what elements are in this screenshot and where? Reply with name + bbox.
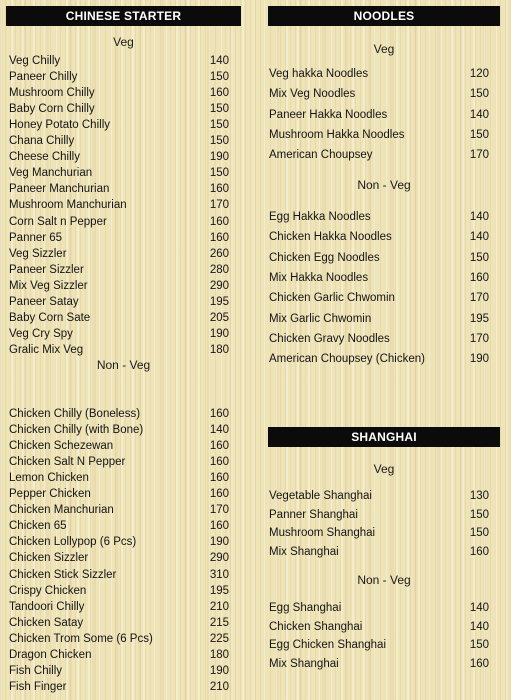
menu-item: [269, 351, 489, 367]
menu-item-name: Mushroom Chilly: [9, 87, 95, 99]
menu-item-price: 215: [209, 617, 229, 629]
shanghai-veg-label: Veg: [373, 462, 395, 476]
menu-item-price: 290: [209, 552, 229, 564]
menu-item-price: 140: [469, 231, 489, 243]
menu-item-name: Veg Chilly: [9, 55, 61, 67]
menu-item: [269, 147, 489, 163]
menu-item: [9, 326, 229, 342]
menu-item: [9, 117, 229, 133]
menu-item: [9, 663, 229, 679]
menu-item-price: 170: [469, 333, 489, 345]
menu-item-price: 190: [469, 353, 489, 365]
menu-item-name: Crispy Chicken: [9, 585, 87, 597]
menu-item-price: 280: [209, 264, 229, 276]
menu-item-price: 160: [469, 546, 489, 558]
menu-item: [9, 294, 229, 310]
menu-item-name: Chicken Shanghai: [269, 621, 363, 633]
menu-item-price: 160: [209, 87, 229, 99]
menu-item-price: 150: [469, 639, 489, 651]
menu-item: [9, 534, 229, 550]
menu-item: [269, 270, 489, 286]
menu-item-name: Chicken Schezewan: [9, 440, 114, 452]
menu-item-name: Chicken 65: [9, 520, 67, 532]
menu-item-price: 210: [209, 681, 229, 693]
menu-item-price: 180: [209, 344, 229, 356]
menu-item-price: 170: [209, 199, 229, 211]
menu-item: [269, 311, 489, 327]
menu-item: [9, 486, 229, 502]
menu-item: [269, 331, 489, 347]
menu-item-price: 170: [209, 504, 229, 516]
menu-item-price: 150: [469, 509, 489, 521]
menu-item-name: American Choupsey: [269, 149, 373, 161]
menu-item: [9, 470, 229, 486]
menu-item: [9, 197, 229, 213]
menu-item-name: Paneer Sizzler: [9, 264, 84, 276]
menu-item-price: 150: [469, 252, 489, 264]
menu-item-name: Egg Shanghai: [269, 602, 342, 614]
menu-item-name: Lemon Chicken: [9, 472, 89, 484]
menu-item-price: 205: [209, 312, 229, 324]
menu-item-price: 140: [469, 109, 489, 121]
menu-item: [9, 438, 229, 454]
menu-item: [269, 209, 489, 225]
shanghai-header: SHANGHAI: [268, 427, 500, 447]
menu-item-name: Egg Chicken Shanghai: [269, 639, 386, 651]
menu-item-price: 130: [469, 490, 489, 502]
menu-item: [9, 278, 229, 294]
menu-item-name: Vegetable Shanghai: [269, 490, 372, 502]
menu-item: [269, 290, 489, 306]
menu-item-price: 160: [209, 456, 229, 468]
menu-item: [9, 133, 229, 149]
menu-item-name: Honey Potato Chilly: [9, 119, 110, 131]
menu-item-price: 160: [209, 488, 229, 500]
menu-item-price: 160: [469, 658, 489, 670]
menu-item-price: 140: [469, 211, 489, 223]
menu-item: [9, 647, 229, 663]
menu-item-price: 180: [209, 649, 229, 661]
menu-item-name: Chicken Lollypop (6 Pcs): [9, 536, 137, 548]
menu-item-name: Baby Corn Sate: [9, 312, 91, 324]
menu-item-name: Paneer Satay: [9, 296, 79, 308]
menu-item-name: Mix Shanghai: [269, 546, 339, 558]
menu-item-price: 150: [209, 119, 229, 131]
menu-item: [269, 637, 489, 653]
menu-item: [9, 422, 229, 438]
chinese-starter-nonveg-label: Non - Veg: [96, 358, 151, 372]
menu-item-name: Chicken Satay: [9, 617, 84, 629]
menu-item-name: American Choupsey (Chicken): [269, 353, 425, 365]
menu-item: [9, 502, 229, 518]
menu-item: [9, 165, 229, 181]
menu-item-name: Chicken Sizzler: [9, 552, 89, 564]
menu-item-name: Veg Cry Spy: [9, 328, 73, 340]
menu-item: [269, 600, 489, 616]
menu-item-name: Veg hakka Noodles: [269, 68, 369, 80]
menu-item-price: 290: [209, 280, 229, 292]
menu-item-name: Fish Finger: [9, 681, 67, 693]
menu-item-price: 150: [209, 167, 229, 179]
menu-item-price: 150: [209, 135, 229, 147]
menu-item-name: Veg Sizzler: [9, 248, 67, 260]
menu-item-name: Chicken Manchurian: [9, 504, 114, 516]
menu-item-name: Tandoori Chilly: [9, 601, 85, 613]
menu-item-name: Mushroom Hakka Noodles: [269, 129, 405, 141]
menu-item-price: 195: [469, 313, 489, 325]
menu-item-name: Corn Salt n Pepper: [9, 216, 107, 228]
menu-item-name: Chicken Salt N Pepper: [9, 456, 126, 468]
menu-item-price: 190: [209, 328, 229, 340]
menu-item-price: 160: [209, 472, 229, 484]
menu-item: [9, 69, 229, 85]
shanghai-nonveg-label: Non - Veg: [357, 573, 411, 587]
menu-item: [9, 53, 229, 69]
menu-item: [9, 454, 229, 470]
menu-item: [9, 406, 229, 422]
menu-item-name: Mix Hakka Noodles: [269, 272, 369, 284]
menu-item-name: Chicken Chilly (with Bone): [9, 424, 144, 436]
menu-item-name: Chicken Egg Noodles: [269, 252, 380, 264]
menu-item-name: Chicken Chilly (Boneless): [9, 408, 141, 420]
menu-item: [269, 525, 489, 541]
menu-item-name: Egg Hakka Noodles: [269, 211, 371, 223]
menu-item-price: 140: [469, 621, 489, 633]
menu-item-price: 310: [209, 569, 229, 581]
menu-item-price: 225: [209, 633, 229, 645]
menu-item: [9, 101, 229, 117]
menu-item-price: 150: [209, 71, 229, 83]
menu-item-name: Chana Chilly: [9, 135, 75, 147]
menu-item-price: 160: [209, 440, 229, 452]
menu-item-name: Paneer Chilly: [9, 71, 78, 83]
menu-item-name: Gralic Mix Veg: [9, 344, 84, 356]
menu-item-price: 160: [469, 272, 489, 284]
menu-item-price: 160: [209, 183, 229, 195]
menu-item-name: Paneer Manchurian: [9, 183, 110, 195]
menu-item-name: Chicken Stick Sizzler: [9, 569, 117, 581]
menu-item-name: Mushroom Manchurian: [9, 199, 127, 211]
menu-item-name: Mix Veg Sizzler: [9, 280, 88, 292]
menu-item-price: 210: [209, 601, 229, 613]
menu-item: [269, 619, 489, 635]
menu-item-price: 140: [209, 424, 229, 436]
menu-item-name: Dragon Chicken: [9, 649, 92, 661]
menu-item: [9, 583, 229, 599]
chinese-starter-veg-label: Veg: [113, 35, 134, 49]
menu-item-price: 160: [209, 408, 229, 420]
menu-item-name: Pepper Chicken: [9, 488, 91, 500]
menu-item-price: 140: [209, 55, 229, 67]
menu-item: [9, 615, 229, 631]
menu-item-price: 190: [209, 665, 229, 677]
menu-item-name: Panner Shanghai: [269, 509, 358, 521]
menu-item: [9, 85, 229, 101]
menu-item: [269, 544, 489, 560]
menu-item: [9, 246, 229, 262]
menu-item-price: 150: [469, 129, 489, 141]
menu-item-name: Paneer Hakka Noodles: [269, 109, 388, 121]
menu-item: [9, 631, 229, 647]
menu-item: [9, 181, 229, 197]
menu-item: [269, 488, 489, 504]
menu-item: [9, 230, 229, 246]
menu-item: [269, 107, 489, 123]
noodles-veg-label: Veg: [373, 42, 395, 56]
menu-item: [269, 86, 489, 102]
menu-item-name: Mushroom Shanghai: [269, 527, 376, 539]
chinese-starter-header: CHINESE STARTER: [6, 6, 241, 26]
menu-item-price: 160: [209, 216, 229, 228]
menu-item: [9, 550, 229, 566]
menu-item-price: 195: [209, 296, 229, 308]
menu-item-name: Chicken Trom Some (6 Pcs): [9, 633, 153, 645]
menu-item: [9, 518, 229, 534]
menu-item-price: 160: [209, 232, 229, 244]
menu-item-price: 150: [209, 103, 229, 115]
menu-item: [9, 262, 229, 278]
noodles-nonveg-label: Non - Veg: [357, 178, 411, 192]
menu-item-name: Chicken Hakka Noodles: [269, 231, 392, 243]
menu-item: [9, 342, 229, 358]
menu-item-price: 170: [469, 149, 489, 161]
menu-item: [9, 679, 229, 695]
menu-item: [269, 229, 489, 245]
menu-item-price: 170: [469, 292, 489, 304]
menu-item-price: 140: [469, 602, 489, 614]
menu-item: [269, 250, 489, 266]
menu-item: [9, 149, 229, 165]
menu-item-name: Chicken Gravy Noodles: [269, 333, 390, 345]
menu-item-name: Panner 65: [9, 232, 63, 244]
menu-item: [9, 310, 229, 326]
menu-item: [9, 567, 229, 583]
menu-item-name: Mix Garlic Chwomin: [269, 313, 372, 325]
menu-item: [269, 66, 489, 82]
menu-item-price: 190: [209, 151, 229, 163]
menu-item-name: Fish Chilly: [9, 665, 63, 677]
menu-item: [9, 599, 229, 615]
menu-item-price: 195: [209, 585, 229, 597]
menu-item-price: 160: [209, 520, 229, 532]
menu-item-name: Mix Veg Noodles: [269, 88, 356, 100]
menu-item-price: 190: [209, 536, 229, 548]
menu-item-price: 260: [209, 248, 229, 260]
menu-item-name: Cheese Chilly: [9, 151, 80, 163]
menu-item: [269, 507, 489, 523]
menu-item: [269, 656, 489, 672]
menu-item-price: 120: [469, 68, 489, 80]
menu-item-name: Veg Manchurian: [9, 167, 93, 179]
menu-item-price: 150: [469, 527, 489, 539]
noodles-header: NOODLES: [268, 6, 500, 26]
menu-item-name: Chicken Garlic Chwomin: [269, 292, 395, 304]
menu-item-name: Baby Corn Chilly: [9, 103, 95, 115]
menu-item-price: 150: [469, 88, 489, 100]
menu-item: [9, 214, 229, 230]
menu-item-name: Mix Shanghai: [269, 658, 339, 670]
menu-item: [269, 127, 489, 143]
